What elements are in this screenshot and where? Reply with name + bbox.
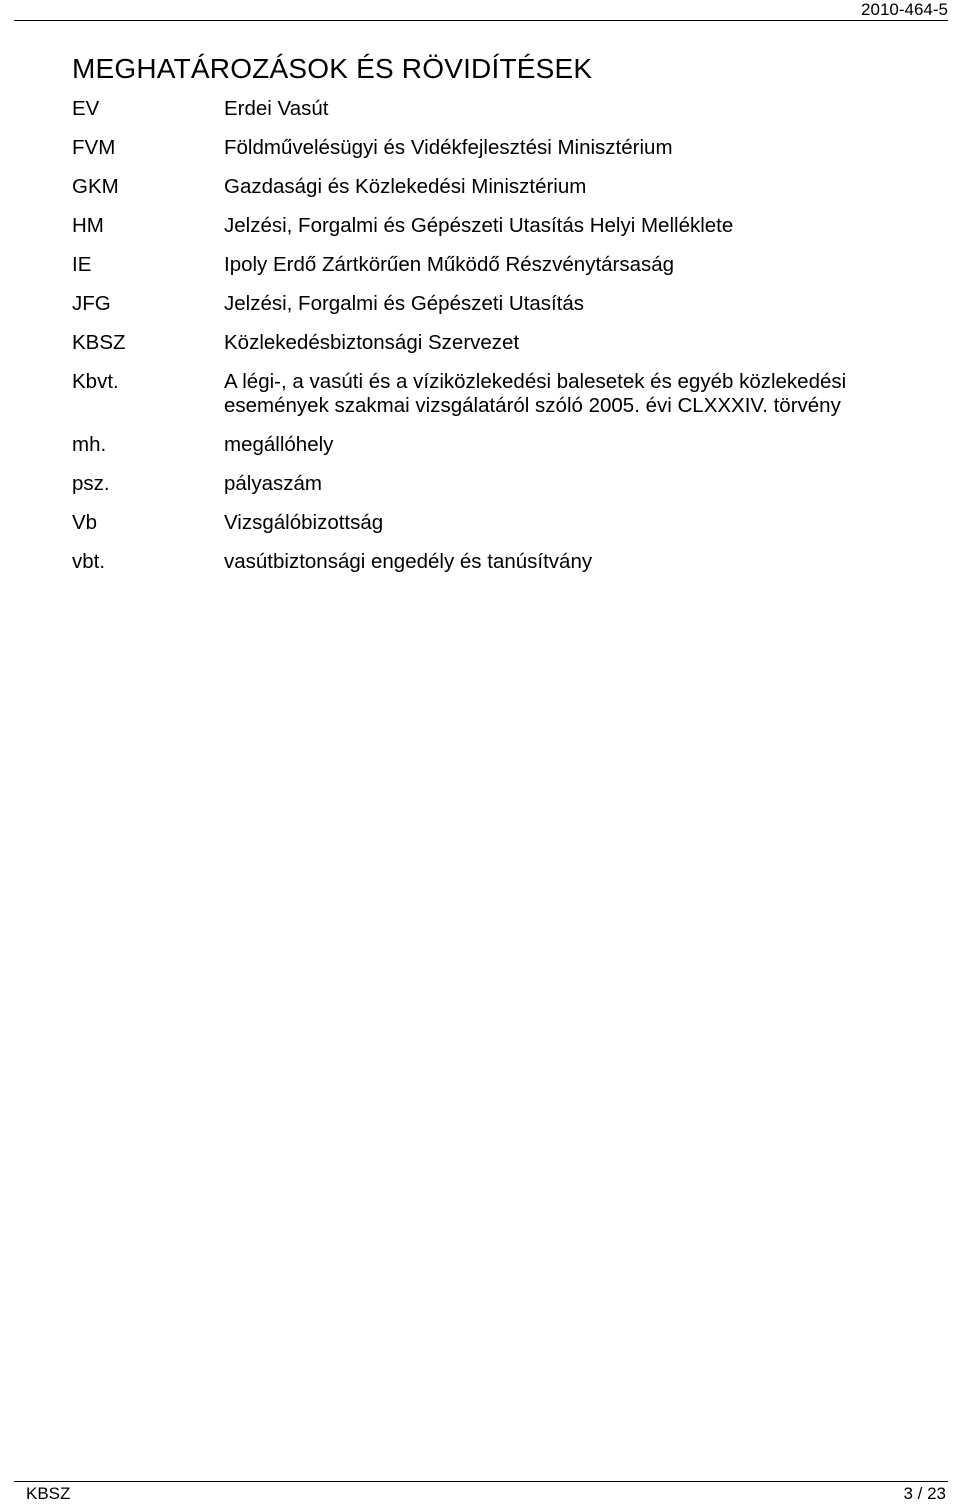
abbreviation-term: psz.	[72, 472, 110, 495]
abbreviation-term: JFG	[72, 292, 111, 315]
abbreviation-definition: Jelzési, Forgalmi és Gépészeti Utasítás	[224, 292, 585, 315]
abbreviation-definition: Vizsgálóbizottság	[224, 511, 384, 534]
abbreviation-definition: Gazdasági és Közlekedési Minisztérium	[224, 175, 587, 198]
header-divider	[14, 20, 948, 21]
abbreviation-definition: pályaszám	[224, 472, 322, 495]
abbreviation-term: vbt.	[72, 550, 106, 573]
abbreviation-term: FVM	[72, 136, 116, 159]
abbreviation-term: GKM	[72, 175, 119, 198]
abbreviation-definition: megállóhely	[224, 433, 334, 456]
document-reference: 2010-464-5	[861, 0, 948, 19]
abbreviation-definition: Erdei Vasút	[224, 97, 329, 120]
footer-divider	[14, 1481, 948, 1482]
abbreviation-term: mh.	[72, 433, 107, 456]
abbreviation-list	[72, 97, 932, 589]
abbreviation-row	[72, 370, 932, 418]
abbreviation-definition: Jelzési, Forgalmi és Gépészeti Utasítás Helyi Melléklete	[224, 214, 734, 237]
abbreviation-definition: Ipoly Erdő Zártkörűen Működő Részvénytársaság	[224, 253, 675, 276]
footer-organization: KBSZ	[26, 1484, 71, 1503]
abbreviation-row	[72, 472, 932, 496]
abbreviation-row	[72, 292, 932, 316]
section-title: MEGHATÁROZÁSOK ÉS RÖVIDÍTÉSEK	[72, 53, 593, 84]
abbreviation-term: Kbvt.	[72, 370, 119, 393]
abbreviation-row	[72, 136, 932, 160]
abbreviation-row	[72, 214, 932, 238]
abbreviation-row	[72, 331, 932, 355]
abbreviation-row	[72, 97, 932, 121]
abbreviation-row	[72, 511, 932, 535]
abbreviation-row	[72, 253, 932, 277]
abbreviation-definition: A légi-, a vasúti és a víziközlekedési balesetek és egyéb közlekedési események szakmai vizsgálatáról szóló 2005. évi CLXXXIV. törvény	[224, 370, 847, 417]
abbreviation-row	[72, 433, 932, 457]
abbreviation-row	[72, 550, 932, 574]
abbreviation-term: IE	[72, 253, 92, 276]
abbreviation-definition: Közlekedésbiztonsági Szervezet	[224, 331, 520, 354]
abbreviation-definition: Földművelésügyi és Vidékfejlesztési Minisztérium	[224, 136, 673, 159]
page-number: 3 / 23	[903, 1484, 946, 1503]
abbreviation-term: KBSZ	[72, 331, 126, 354]
abbreviation-term: EV	[72, 97, 100, 120]
abbreviation-row	[72, 175, 932, 199]
abbreviation-term: HM	[72, 214, 104, 237]
abbreviation-definition: vasútbiztonsági engedély és tanúsítvány	[224, 550, 593, 573]
abbreviation-term: Vb	[72, 511, 98, 534]
